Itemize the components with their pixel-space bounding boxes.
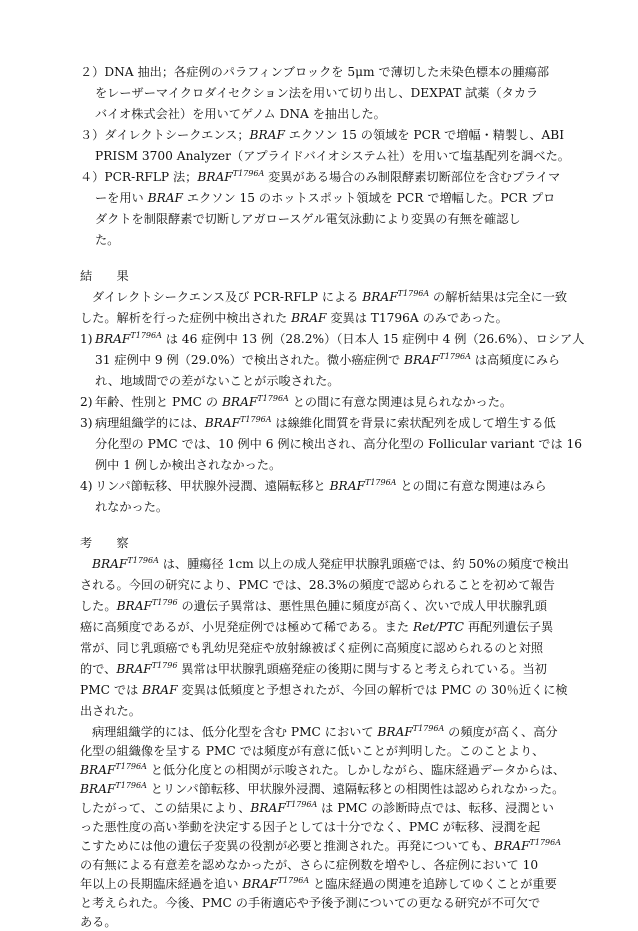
discussion-text: は PMC の診断時点では、転移、浸潤とい [317, 801, 554, 815]
discussion-text: と低分化度との相関が示唆された。しかしながら、臨床経過データからは、 [146, 763, 566, 777]
discussion-p2-line-3 [80, 761, 565, 779]
mutation-superscript: T1796A [115, 761, 147, 771]
mutation-superscript: T1796A [127, 555, 159, 565]
discussion-text: の頻度が高く、高分 [444, 725, 558, 739]
result-text: との間に有意な関連はみら [396, 479, 547, 493]
results-text: 変異は T1796A のみであった。 [326, 311, 508, 325]
result-3-line-1 [95, 414, 556, 432]
result-3-line-3: 例中 1 例しか検出されなかった。 [95, 458, 282, 472]
discussion-text: こすためには他の遺伝子変異の役割が必要と推測された。再発についても、 [80, 839, 495, 853]
result-3-line-2: 分化型の PMC では、10 例中 6 例に検出され、高分化型の Follicular variant では 16 [95, 437, 583, 451]
discussion-p2-line-9 [80, 875, 557, 893]
gene-braf: BRAF [116, 599, 152, 613]
results-p1-line-1 [92, 288, 567, 306]
discussion-p1-line-2: される。今回の研究により、PMC では、28.3%の頻度で認められることを初めて報告 [80, 578, 555, 592]
result-4-line-1 [95, 477, 547, 495]
result-4-number: 4) [80, 479, 93, 493]
gene-braf: BRAF [377, 725, 413, 739]
method-2-line-3: バイオ株式会社）を用いてゲノム DNA を抽出した。 [95, 107, 386, 121]
gene-braf: BRAF [291, 311, 327, 325]
gene-braf: BRAF [92, 557, 128, 571]
gene-braf: BRAF [250, 801, 286, 815]
discussion-p1-line-8: 出された。 [80, 704, 141, 718]
discussion-p2-line-10: と考えられた。今後、PMC の手術適応や予後予測についての更なる研究が不可欠で [80, 896, 541, 910]
gene-braf: BRAF [197, 170, 233, 184]
discussion-p2-line-11: ある。 [80, 915, 117, 929]
result-2-number: 2) [80, 395, 93, 409]
method-4-text: 変異がある場合のみ制限酵素切断部位を含むプライマ [264, 170, 561, 184]
mutation-superscript: T1796A [130, 330, 162, 340]
mutation-superscript: T1796A [397, 288, 430, 298]
method-4-text: ーを用い [95, 191, 148, 205]
method-4-line-4: た。 [95, 233, 120, 247]
mutation-superscript: T1796A [364, 477, 397, 487]
result-text: は線維化間質を背景に索状配列を成して増生する低 [271, 416, 556, 430]
result-text: 病理組織学的には、 [95, 416, 205, 430]
result-text: との間に有意な関連は見られなかった。 [288, 395, 513, 409]
mutation-superscript: T1796A [285, 799, 318, 809]
discussion-p1-line-7 [80, 681, 568, 699]
gene-braf: BRAF [494, 839, 530, 853]
discussion-text: 癌に高頻度であるが、小児発症例では極めて稀である。また [80, 620, 413, 634]
method-2-line-1: ２）DNA 抽出；各症例のパラフィンブロックを 5μm で薄切した未染色標本の腫瘍部 [80, 65, 550, 79]
results-text: の解析結果は完全に一致 [429, 290, 568, 304]
discussion-p1-line-3 [80, 597, 547, 615]
result-text: は高頻度にみら [470, 353, 561, 367]
discussion-text: PMC では [80, 683, 143, 697]
discussion-p2-line-1 [92, 723, 558, 741]
discussion-p2-line-6: った悪性度の高い挙動を決定する因子としては十分でなく、PMC が転移、浸潤を起 [80, 820, 541, 834]
mutation-superscript: T1796A [115, 780, 147, 790]
gene-braf: BRAF [116, 662, 152, 676]
method-2-line-2: をレーザーマイクロダイセクション法を用いて切り出し、DEXPAT 試薬（タカラ [95, 86, 539, 100]
gene-braf: BRAF [221, 395, 258, 409]
result-1-line-2 [95, 351, 560, 369]
results-text: ダイレクトシークエンス及び PCR-RFLP による [92, 290, 363, 304]
mutation-superscript: T1796 [151, 597, 178, 607]
discussion-p2-line-7 [80, 837, 561, 855]
gene-braf: BRAF [242, 877, 278, 891]
gene-ret-ptc: Ret/PTC [412, 620, 464, 634]
method-4-line-2 [95, 189, 555, 207]
result-4-line-2: れなかった。 [95, 500, 169, 514]
method-3-text: ３）ダイレクトシークエンス； [80, 128, 250, 142]
mutation-superscript: T1796A [412, 723, 445, 733]
method-4-line-3: ダクトを制限酵素で切断しアガロースゲル電気泳動により変異の有無を確認し [95, 212, 521, 226]
result-text: 31 症例中 9 例（29.0%）で検出された。微小癌症例で [95, 353, 405, 367]
gene-braf: BRAF [204, 416, 241, 430]
gene-braf: BRAF [80, 763, 116, 777]
mutation-superscript: T1796A [529, 837, 562, 847]
discussion-p2-line-5 [80, 799, 554, 817]
result-3-number: 3) [80, 416, 93, 430]
method-3-line-2: PRISM 3700 Analyzer（アプライドバイオシステム社）を用いて塩基配列を調べた。 [95, 149, 570, 163]
mutation-superscript: T1796A [240, 414, 272, 424]
method-4-line-1 [80, 168, 560, 186]
gene-braf: BRAF [404, 353, 440, 367]
discussion-p2-line-4 [80, 780, 564, 798]
discussion-text: とリンパ節転移、甲状腺外浸潤、遠隔転移との相関性は認められなかった。 [146, 782, 565, 796]
discussion-text: した。 [80, 599, 117, 613]
gene-braf: BRAF [142, 683, 178, 697]
discussion-text: 的で、 [80, 662, 117, 676]
method-3-text: エクソン 15 の領域を PCR で増幅・精製し、ABI [284, 128, 565, 142]
mutation-superscript: T1796A [232, 168, 265, 178]
mutation-superscript: T1796A [439, 351, 471, 361]
discussion-text: 変異は低頻度と予想されたが、今回の解析では PMC の 30％近くに検 [177, 683, 568, 697]
mutation-superscript: T1796A [277, 875, 310, 885]
gene-braf: BRAF [95, 332, 131, 346]
discussion-text: 異常は甲状腺乳頭癌発症の後期に関与すると考えられている。当初 [177, 662, 547, 676]
discussion-p1-line-5: 常が、同じ乳頭癌でも乳幼児発症や放射線被ばく症例に高頻度に認められるのと対照 [80, 641, 544, 655]
gene-braf: BRAF [329, 479, 365, 493]
gene-braf: BRAF [147, 191, 184, 205]
discussion-text: の遺伝子異常は、悪性黒色腫に頻度が高く、次いで成人甲状腺乳頭 [177, 599, 547, 613]
discussion-text: 年以上の長期臨床経過を追い [80, 877, 243, 891]
discussion-text: 再配列遺伝子異 [464, 620, 554, 634]
gene-braf: BRAF [80, 782, 116, 796]
result-text: 年齢、性別と PMC の [95, 395, 222, 409]
discussion-text: 病理組織学的には、低分化型を含む PMC において [92, 725, 378, 739]
discussion-text: は、腫瘍径 1cm 以上の成人発症甲状腺乳頭癌では、約 50%の頻度で検出 [158, 557, 569, 571]
discussion-text: したがって、この結果により、 [80, 801, 251, 815]
result-1-number: 1) [80, 332, 93, 346]
discussion-text: と臨床経過の関連を追跡してゆくことが重要 [309, 877, 557, 891]
results-heading: 結 果 [80, 269, 129, 283]
discussion-p2-line-8: の有無による有意差を認めなかったが、さらに症例数を増やし、各症例において 10 [80, 858, 539, 872]
mutation-superscript: T1796A [257, 393, 289, 403]
method-3-line-1 [80, 126, 564, 144]
gene-braf: BRAF [249, 128, 285, 142]
result-text: は 46 症例中 13 例（28.2%）（日本人 15 症例中 4 例（26.6%）、ロシア人 [161, 332, 585, 346]
results-p1-line-2 [80, 309, 508, 327]
result-2-line-1 [95, 393, 512, 411]
discussion-p2-line-2: 化型の組織像を呈する PMC では頻度が有意に低いことが判明した。このことより、 [80, 744, 545, 758]
results-text: した。解析を行った症例中検出された [80, 311, 292, 325]
discussion-p1-line-6 [80, 660, 547, 678]
method-4-text: ４）PCR-RFLP 法； [80, 170, 198, 184]
result-1-line-1 [95, 330, 584, 348]
discussion-p1-line-1 [92, 555, 569, 573]
mutation-superscript: T1796 [151, 660, 178, 670]
discussion-heading: 考 察 [80, 536, 129, 550]
result-1-line-3: れ、地域間での差がないことが示唆された。 [95, 374, 340, 388]
method-4-text: エクソン 15 のホットスポット領域を PCR で増幅した。PCR プロ [183, 191, 556, 205]
result-text: リンパ節転移、甲状腺外浸潤、遠隔転移と [95, 479, 330, 493]
discussion-p1-line-4 [80, 618, 553, 636]
gene-braf: BRAF [362, 290, 398, 304]
